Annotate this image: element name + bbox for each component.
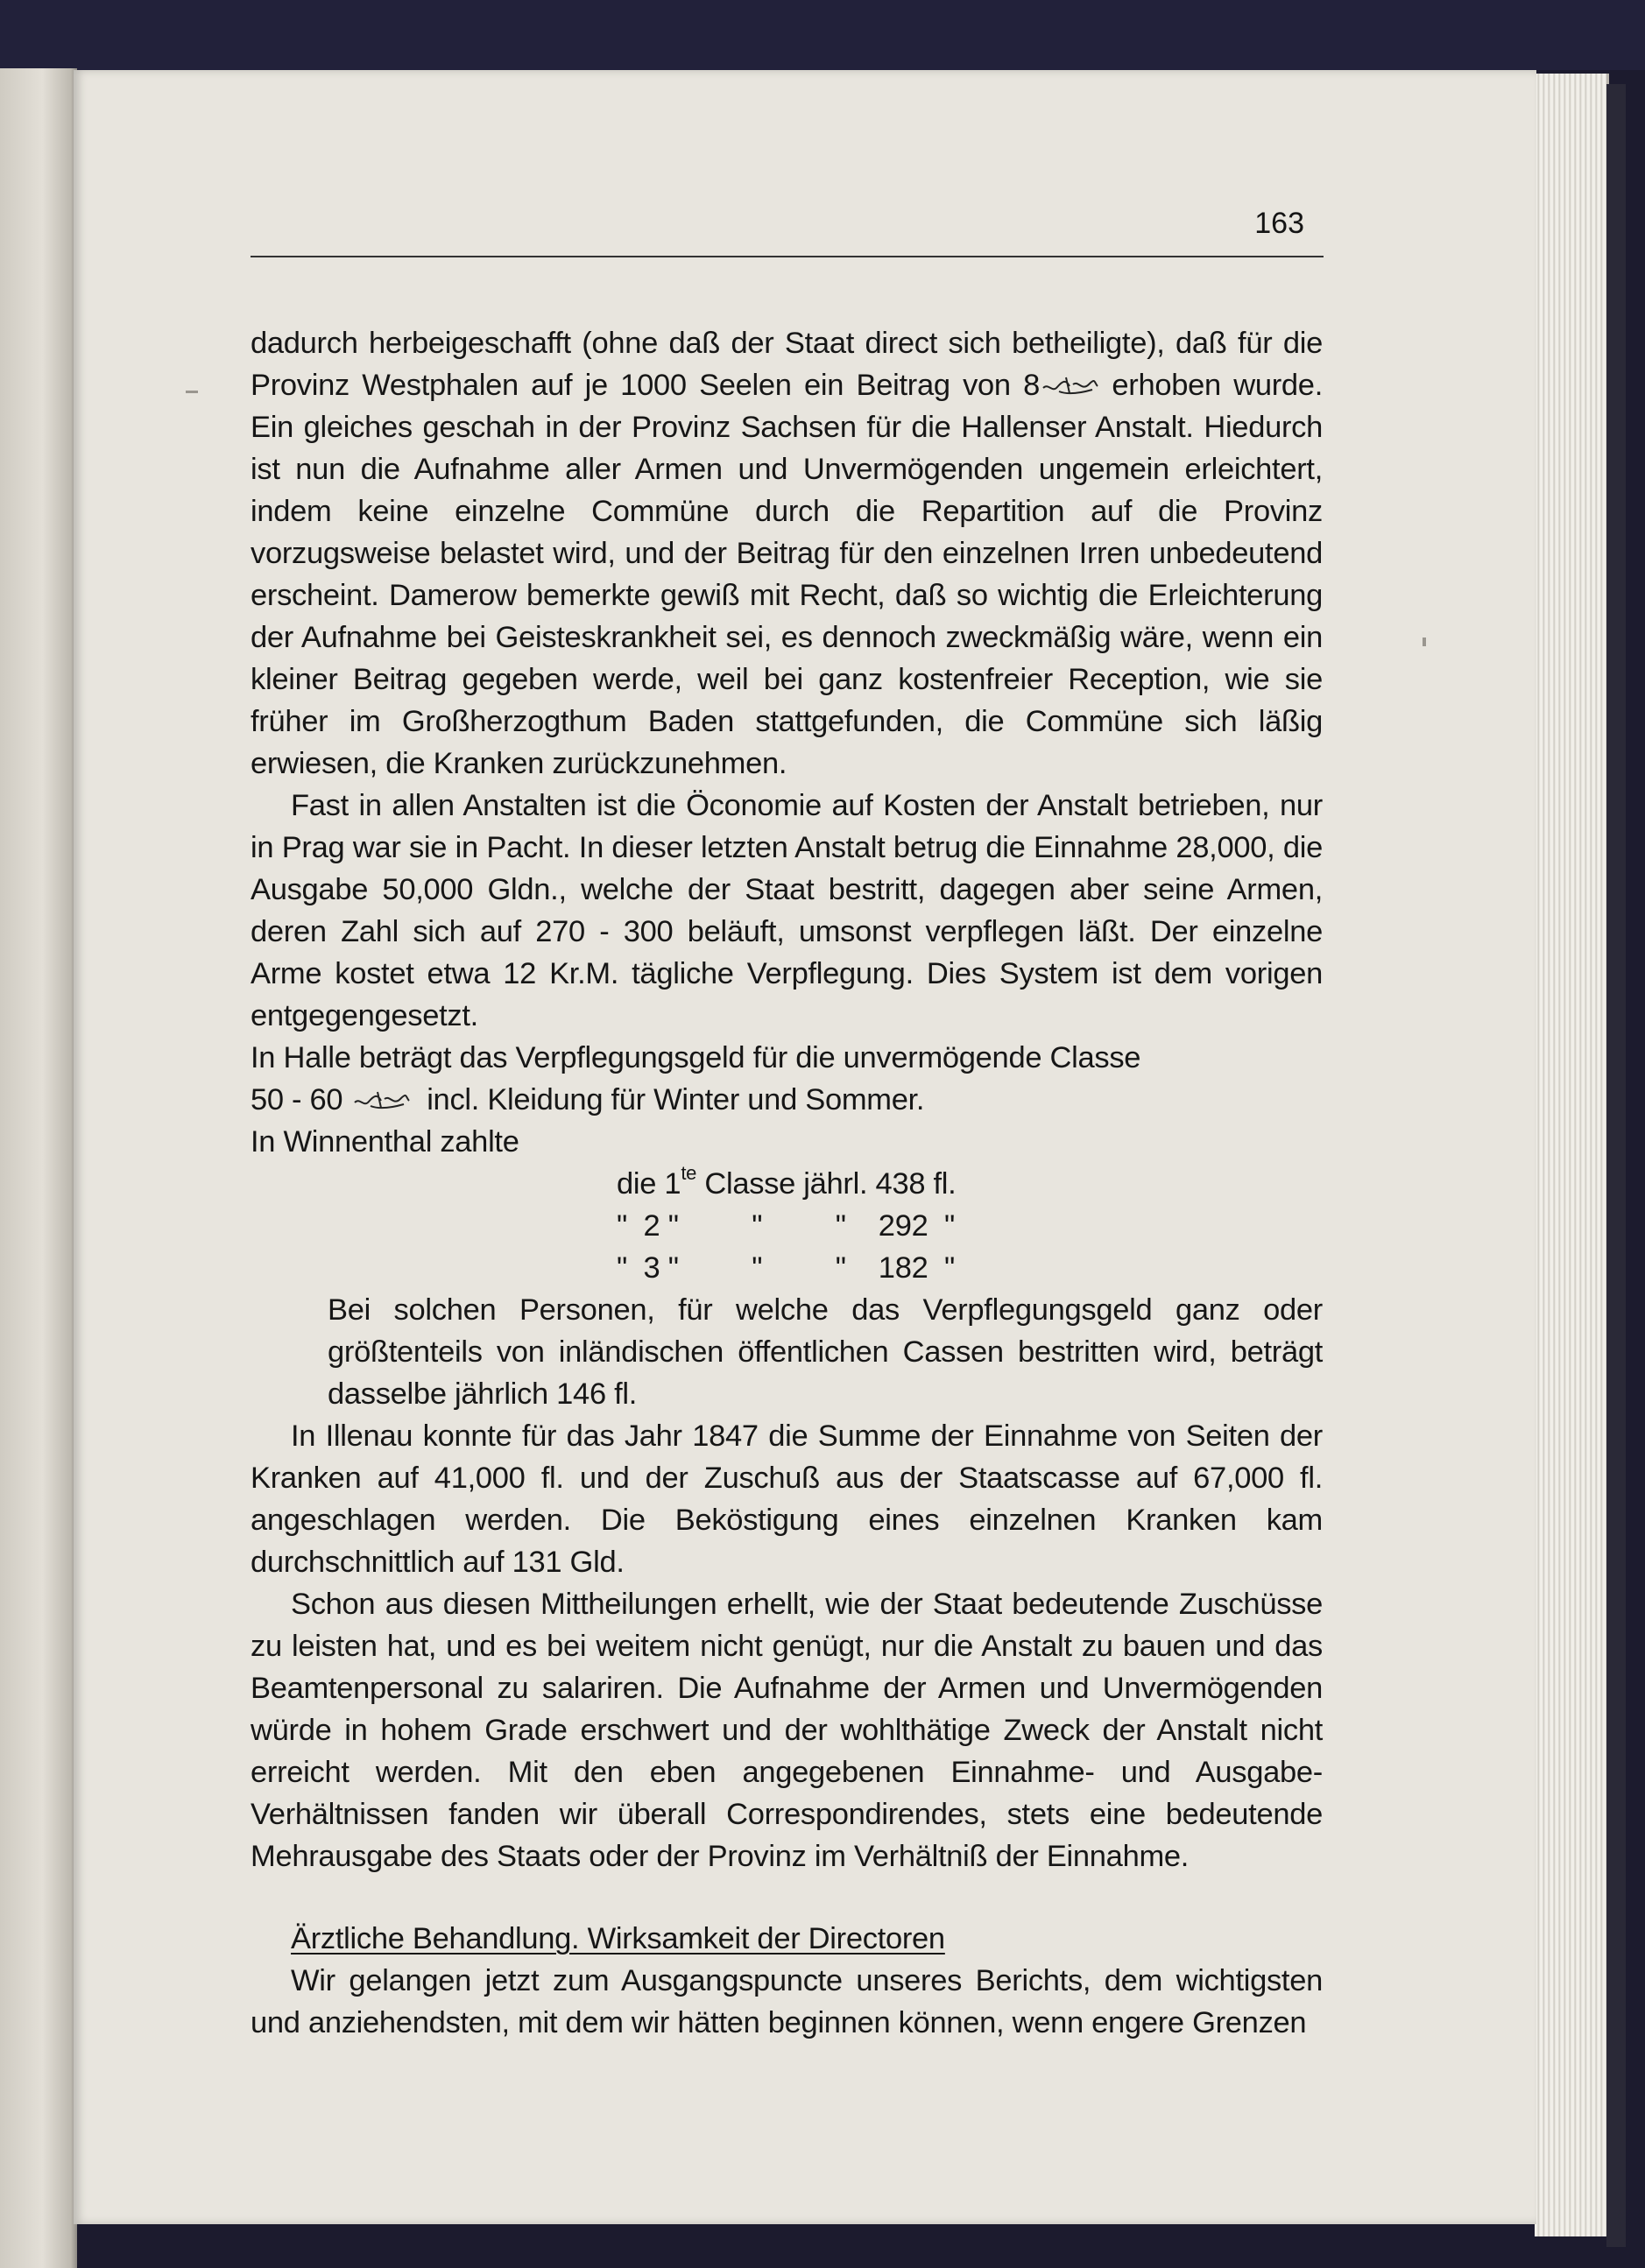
superscript: te bbox=[681, 1162, 697, 1184]
heading-text: Ärztliche Behandlung. Wirksamkeit der Directoren bbox=[291, 1922, 945, 1955]
table-cell: " 3 " " " 182 " bbox=[617, 1251, 955, 1285]
page-number: 163 bbox=[1254, 207, 1304, 240]
paragraph bbox=[251, 1079, 1323, 1121]
cell-text: die 1 bbox=[617, 1167, 681, 1201]
text-run: incl. Kleidung für Winter und Sommer. bbox=[427, 1083, 925, 1116]
paragraph: Fast in allen Anstalten ist die Öconomie auf Kosten der Anstalt betrieben, nur in Prag war sie in Pacht. In dieser letzten Anstalt betrug die Einnahme 28,000, die Ausgabe 50,000 Gldn., welche der Staat bestritt, dagegen aber seine Armen, deren Zahl sich auf 270 - 300 beläuft, umsonst verpflegen läßt. Der einzelne Arme kostet etwa 12 Kr.M. tägliche Verpflegung. Dies System ist dem vorigen entgegengesetzt. bbox=[251, 789, 1323, 1032]
reichsthaler-icon bbox=[351, 1088, 411, 1111]
header-rule bbox=[251, 256, 1324, 257]
paragraph: Wir gelangen jetzt zum Ausgangspuncte unseres Berichts, dem wichtigsten und anziehendsten, mit dem wir hätten beginnen können, wenn engere Grenzen bbox=[251, 1964, 1323, 2039]
page-block-edges bbox=[1535, 74, 1609, 2236]
body-text bbox=[251, 322, 1323, 2044]
paragraph bbox=[251, 322, 1323, 785]
scan-background bbox=[0, 0, 1645, 70]
book-shadow bbox=[1606, 84, 1626, 2247]
paragraph: In Illenau konnte für das Jahr 1847 die Summe der Einnahme von Seiten der Kranken auf 41,000 fl. und der Zuschuß aus der Staatscasse auf 67,000 fl. angeschlagen werden. Die Beköstigung eines einzelnen Kranken kam durchschnittlich auf 131 Gld. bbox=[251, 1419, 1323, 1579]
text-run: erhoben wurde. Ein gleiches geschah in der Provinz Sachsen für die Hallenser Anstalt. Hiedurch ist nun die Aufnahme aller Armen und Unvermögenden ungemein erleichtert, indem keine einzelne Commüne durch die Repartition auf die Provinz vorzugsweise belastet wird, und der Beitrag für den einzelnen Irren unbedeutend erscheint. Damerow bemerkte gewiß mit Recht, daß so wichtig die Erleichterung der Aufnahme bei Geisteskrankheit sei, es dennoch zweckmäßig wäre, wenn ein kleiner Beitrag gegeben werde, weil bei ganz kostenfreier Reception, wie sie früher im Großherzogthum Baden stattgefunden, die Commüne sich läßig erwiesen, die Kranken zurückzunehmen. bbox=[251, 369, 1323, 780]
table-row bbox=[617, 1205, 956, 1247]
table-row bbox=[617, 1163, 956, 1205]
margin-mark bbox=[1423, 637, 1426, 646]
cell-text: Classe jährl. 438 fl. bbox=[696, 1167, 957, 1201]
paragraph: Bei solchen Personen, für welche das Verpflegungsgeld ganz oder größtenteils von inländischen öffentlichen Cassen bestritten wird, beträgt dasselbe jährlich 146 fl. bbox=[328, 1293, 1323, 1411]
text-run: 50 - 60 bbox=[251, 1083, 343, 1116]
text-run: dadurch herbeigeschafft (ohne daß der Staat direct sich betheiligte), daß für die Provinz Westphalen auf je 1000 Seelen ein Beitrag von 8 bbox=[251, 327, 1323, 402]
running-head bbox=[251, 207, 1324, 257]
table-cell bbox=[617, 1163, 956, 1205]
tuition-table bbox=[617, 1163, 956, 1289]
paragraph: In Halle beträgt das Verpflegungsgeld für die unvermögende Classe bbox=[251, 1041, 1141, 1074]
table-row bbox=[617, 1247, 956, 1289]
margin-mark bbox=[186, 391, 198, 393]
reichsthaler-icon bbox=[1040, 374, 1099, 397]
table-cell: " 2 " " " 292 " bbox=[617, 1209, 955, 1243]
paragraph: Schon aus diesen Mittheilungen erhellt, wie der Staat bedeutende Zuschüsse zu leisten hat, und es bei weitem nicht genügt, nur die Anstalt zu bauen und das Beamtenpersonal zu salariren. Die Aufnahme der Armen und Unvermögenden würde in hohem Grade erschwert und der wohlthätige Zweck der Anstalt nicht erreicht werden. Mit den eben angegebenen Einnahme- und Ausgabe-Verhältnissen fanden wir überall Correspondirendes, stets eine bedeutende Mehrausgabe des Staats oder der Provinz im Verhältniß der Einnahme. bbox=[251, 1588, 1323, 1873]
paragraph: In Winnenthal zahlte bbox=[251, 1125, 519, 1159]
section-heading bbox=[251, 1918, 1323, 1960]
facing-page-edge bbox=[0, 68, 77, 2268]
